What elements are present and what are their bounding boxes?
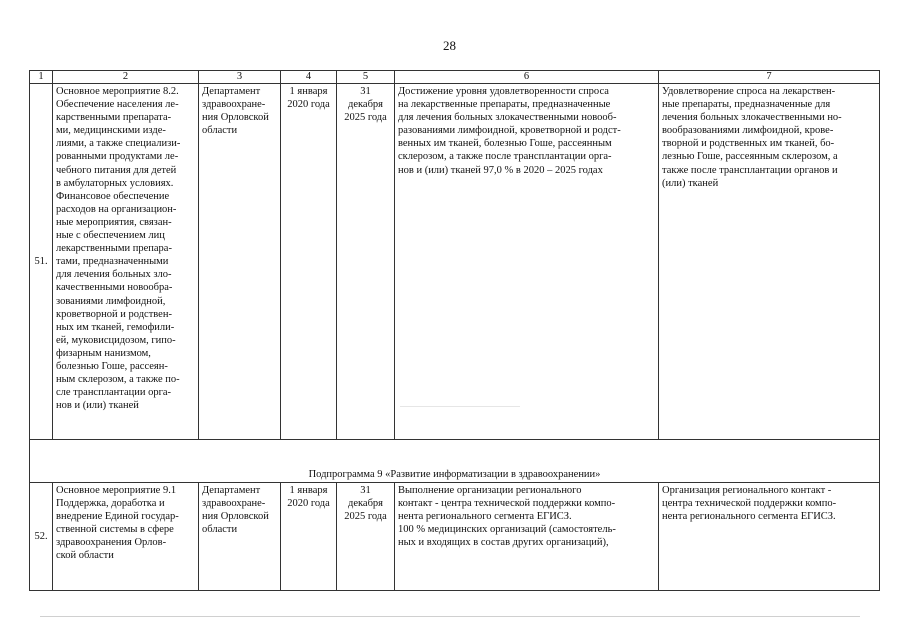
cell-text-line: ные препараты, предназначенные для	[662, 99, 831, 111]
cell-text-line: здравоохранения Орлов-	[56, 537, 167, 549]
cell-text-line: 2025 года	[344, 112, 387, 124]
cell-text-line: 100 % медицинских организаций (самостоятель-	[398, 524, 616, 536]
cell-text-line: ния Орловской	[202, 511, 269, 523]
cell-text-line: нента регионального сегмента ЕГИСЗ.	[662, 511, 836, 523]
cell-text-line: Финансовое обеспечение	[56, 190, 170, 202]
executor-cell	[199, 84, 281, 440]
cell-text-line: Удовлетворение спроса на лекарствен-	[662, 86, 836, 97]
cell-text-line: Организация регионального контакт -	[662, 485, 832, 496]
start-date-cell	[281, 84, 337, 440]
cell-text-line: лекарственными препара-	[56, 243, 172, 255]
cell-text-line: творной и родственных им тканей, бо-	[662, 138, 835, 150]
cell-text-line: 2025 года	[344, 511, 387, 523]
header-cell: 2	[53, 71, 199, 84]
cell-text-line: области	[202, 524, 238, 536]
header-cell: 6	[395, 71, 659, 84]
cell-text-line: 31	[360, 485, 371, 496]
cell-text-line: ей, муковисцидозом, гипо-	[56, 334, 176, 346]
activity-cell	[53, 84, 199, 440]
cell-text-line: тами, предназначенными	[56, 256, 169, 268]
cell-text-line: также после трансплантации органов и	[662, 164, 838, 176]
cell-text-line: 2020 года	[287, 498, 330, 510]
end-date-cell	[337, 84, 395, 440]
cell-text-line: венных им тканей, болезнью Гоше, рассеянным	[398, 138, 612, 150]
cell-text-line: разованиями лимфоидной, кроветворной и родст-	[398, 125, 621, 137]
cell-text-line: на лекарственные препараты, предназначенные	[398, 99, 611, 111]
cell-text-line: ным склерозом, а также по-	[56, 374, 180, 386]
cell-text-line: декабря	[347, 99, 384, 111]
cell-text-line: для лечения больных злокачественными новооб-	[398, 112, 617, 124]
cell-text-line: склерозом, а также после трансплантации орга-	[398, 151, 612, 163]
subprogram-title: Подпрограмма 9 «Развитие информатизации в здравоохранении»	[30, 440, 880, 483]
cell-text-line: Основное мероприятие 9.1	[56, 485, 177, 496]
cell-text-line: расходов на организацион-	[56, 203, 177, 215]
header-cell: 7	[659, 71, 880, 84]
cell-text-line: кроветворной и родствен-	[56, 308, 172, 320]
cell-text-line: нов и (или) тканей 97,0 % в 2020 – 2025 годах	[398, 164, 603, 176]
cell-text-line: контакт - центра технической поддержки компо-	[398, 498, 616, 510]
indicator-cell	[395, 483, 659, 591]
page-number: 28	[443, 38, 456, 53]
row-number: 51.	[30, 84, 53, 440]
cell-text-line: ской области	[56, 550, 114, 562]
cell-text-line: 1 января	[289, 485, 328, 496]
scan-artifact	[40, 616, 860, 617]
subprogram-row	[30, 440, 880, 483]
scan-artifact	[400, 406, 520, 407]
cell-text-line: для лечения больных зло-	[56, 269, 172, 281]
cell-text-line: внедрение Единой государ-	[56, 511, 179, 523]
cell-text-line: ных и входящих в состав других организаций),	[398, 537, 609, 549]
cell-text-line: рованными продуктами ле-	[56, 151, 179, 163]
cell-text-line: карственными препарата-	[56, 112, 172, 124]
cell-text-line: здравоохране-	[202, 99, 266, 111]
cell-text-line: 1 января	[289, 86, 328, 97]
header-cell: 3	[199, 71, 281, 84]
cell-text-line: лезнью Гоше, рассеянным склерозом, а	[662, 151, 838, 163]
cell-text-line: ных им тканей, гемофили-	[56, 321, 175, 333]
indicator-cell	[395, 84, 659, 440]
cell-text-line: вообразованиями лимфоидной, крове-	[662, 125, 834, 137]
cell-text-line: ственной системы в сфере	[56, 524, 174, 536]
start-date-cell	[281, 483, 337, 591]
header-cell: 1	[30, 71, 53, 84]
cell-text-line: Выполнение организации регионального	[398, 485, 582, 496]
cell-text-line: центра технической поддержки компо-	[662, 498, 837, 510]
result-cell	[659, 483, 880, 591]
cell-text-line: чебного питания для детей	[56, 164, 177, 176]
cell-text-line: здравоохране-	[202, 498, 266, 510]
cell-text-line: Департамент	[202, 485, 261, 496]
cell-text-line: 31	[360, 86, 371, 97]
row-number: 52.	[30, 483, 53, 591]
cell-text-line: нента регионального сегмента ЕГИСЗ.	[398, 511, 572, 523]
header-cell: 5	[337, 71, 395, 84]
cell-text-line: области	[202, 125, 238, 137]
header-row	[30, 71, 880, 84]
cell-text-line: ми, медицинскими изде-	[56, 125, 166, 137]
cell-text-line: лиями, а также специализи-	[56, 138, 181, 150]
program-table	[29, 70, 880, 591]
cell-text-line: качественными новообра-	[56, 282, 173, 294]
cell-text-line: (или) тканей	[662, 177, 719, 189]
header-cell: 4	[281, 71, 337, 84]
cell-text-line: нов и (или) тканей	[56, 400, 139, 412]
cell-text-line: ные мероприятия, связан-	[56, 216, 172, 228]
cell-text-line: ные с обеспечением лиц	[56, 230, 165, 242]
cell-text-line: в амбулаторных условиях.	[56, 177, 174, 189]
cell-text-line: болезнью Гоше, рассеян-	[56, 360, 168, 372]
cell-text-line: ния Орловской	[202, 112, 269, 124]
activity-cell	[53, 483, 199, 591]
end-date-cell	[337, 483, 395, 591]
executor-cell	[199, 483, 281, 591]
cell-text-line: 2020 года	[287, 99, 330, 111]
table-row-51	[30, 84, 880, 440]
cell-text-line: Достижение уровня удовлетворенности спроса	[398, 86, 609, 97]
cell-text-line: сле трансплантации орга-	[56, 387, 172, 399]
cell-text-line: зованиями лимфоидной,	[56, 295, 166, 307]
result-cell	[659, 84, 880, 440]
cell-text-line: физарным нанизмом,	[56, 347, 151, 359]
cell-text-line: лечения больных злокачественными но-	[662, 112, 842, 124]
cell-text-line: Основное мероприятие 8.2.	[56, 86, 179, 97]
cell-text-line: декабря	[347, 498, 384, 510]
cell-text-line: Обеспечение населения ле-	[56, 99, 179, 111]
table-row-52	[30, 483, 880, 591]
cell-text-line: Департамент	[202, 86, 261, 97]
cell-text-line: Поддержка, доработка и	[56, 498, 165, 510]
